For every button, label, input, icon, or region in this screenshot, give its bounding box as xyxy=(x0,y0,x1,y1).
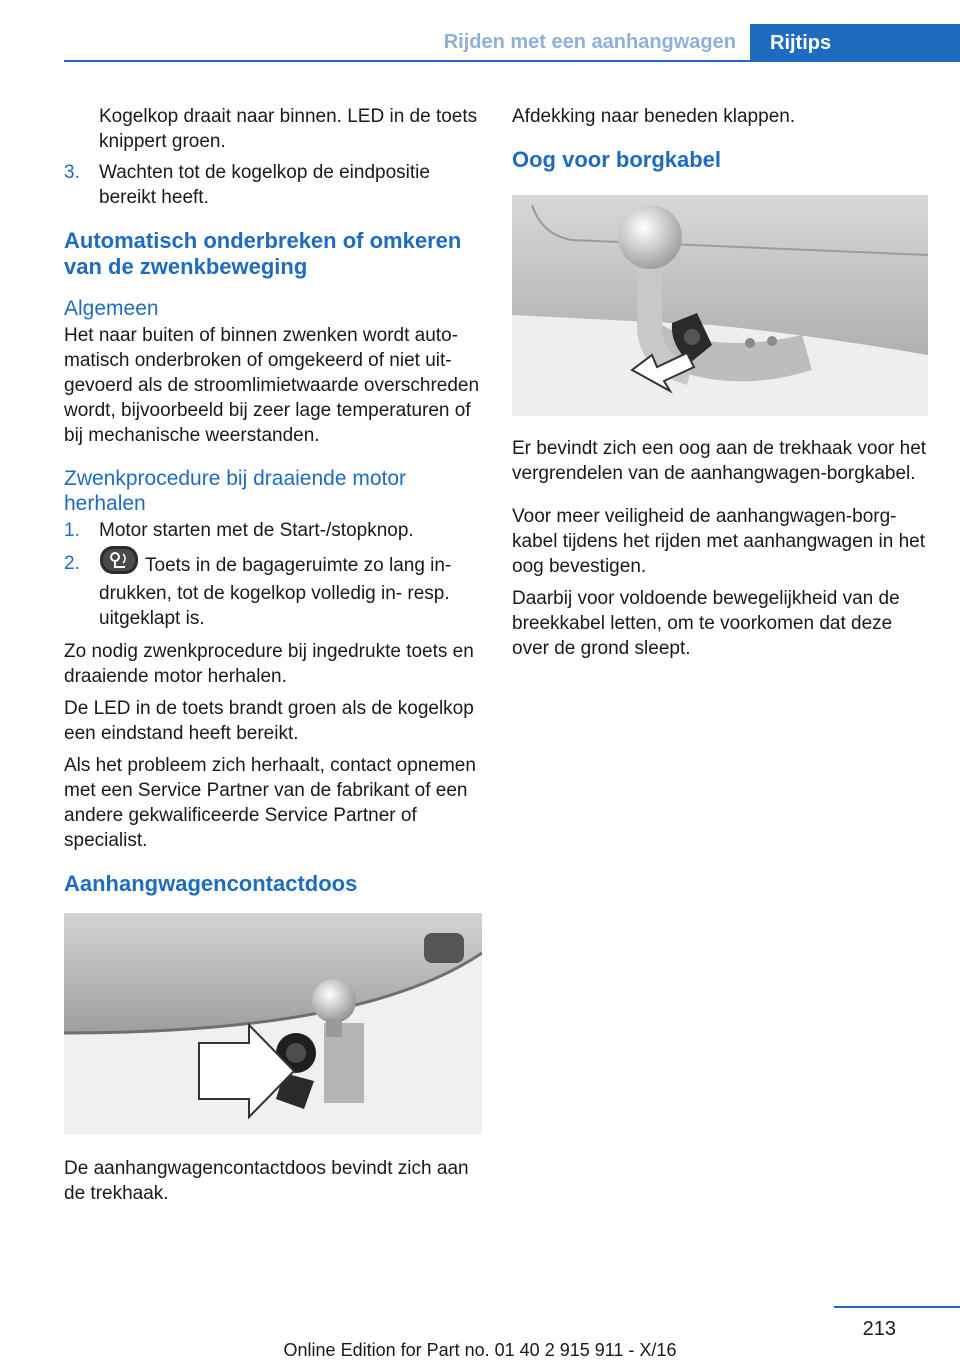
step-text: Motor starten met de Start-/stopknop. xyxy=(99,520,414,541)
left-column xyxy=(64,104,482,1213)
step-number: 2. xyxy=(64,553,80,574)
subheading-zwenkprocedure: Zwenkprocedure bij draaiende motor herhalen xyxy=(64,467,407,515)
figure-socket xyxy=(64,913,482,1134)
footer-rule xyxy=(834,1306,960,1308)
header-section-title: Rijden met een aanhangwagen xyxy=(443,31,736,53)
paragraph-oog-1: Er bevindt zich een oog aan de trekhaak voor het vergrendelen van de aanhangwagen-borgkabel. xyxy=(512,438,927,484)
paragraph-oog-3: Daarbij voor voldoende bewegelijkheid van de breekkabel letten, om te voorkomen dat deze over de grond sleept. xyxy=(512,588,900,659)
paragraph-service: Als het probleem zich herhaalt, contact opnemen met een Service Partner van de fabrikant of een andere gekwalificeerde Service Partner of specialist. xyxy=(64,755,476,851)
paragraph-repeat: Zo nodig zwenkprocedure bij ingedrukte toets en draaiende motor herhalen. xyxy=(64,641,474,687)
footer-edition: Online Edition for Part no. 01 40 2 915 911 - X/16 xyxy=(283,1340,677,1360)
zwenk-step-1 xyxy=(64,518,482,543)
header-chapter-tab: Rijtips xyxy=(750,24,960,62)
step-text: Kogelkop draait naar binnen. LED in de toets knippert groen. xyxy=(99,106,478,152)
heading-oog-borgkabel: Oog voor borgkabel xyxy=(512,147,722,172)
right-column xyxy=(512,104,928,668)
figure-safety-eye xyxy=(512,195,928,416)
heading-automatic-interrupt: Automatisch onderbreken of omkeren van de zwenkbeweging xyxy=(64,228,462,279)
trailer-hitch-button-icon xyxy=(99,545,139,575)
safety-eye-illustration xyxy=(512,195,928,416)
step-number: 3. xyxy=(64,162,80,183)
step-continuation xyxy=(64,104,482,154)
paragraph-afdekking: Afdekking naar beneden klappen. xyxy=(512,106,796,127)
step-3 xyxy=(64,160,482,210)
step-text: Wachten tot de kogelkop de eindpositie bereikt heeft. xyxy=(99,162,430,208)
zwenk-step-2 xyxy=(64,551,482,631)
paragraph-led: De LED in de toets brandt groen als de kogelkop een eindstand heeft bereikt. xyxy=(64,698,474,744)
page-header xyxy=(64,24,960,62)
heading-contactdoos: Aanhangwagencontactdoos xyxy=(64,871,358,896)
socket-illustration xyxy=(64,913,482,1134)
subheading-algemeen: Algemeen xyxy=(64,297,159,320)
paragraph-oog-2: Voor meer veiligheid de aanhangwagen-borgkabel tijdens het rijden met aanhangwagen in het oog bevestigen. xyxy=(512,506,926,577)
paragraph-algemeen: Het naar buiten of binnen zwenken wordt automatisch onderbroken of omgekeerd of niet uitgevoerd als de stroomlimietwaarde overschreden wordt, bijvoorbeeld bij zeer lage temperaturen of bij mechanische weerstanden. xyxy=(64,325,480,446)
step-number: 1. xyxy=(64,520,80,541)
paragraph-contactdoos: De aanhangwagencontactdoos bevindt zich aan de trekhaak. xyxy=(64,1158,469,1204)
step-text: Toets in de bagageruimte zo lang indrukken, tot de kogelkop volledig in- resp. uitgeklapt is. xyxy=(99,555,452,629)
page-number: 213 xyxy=(862,1318,896,1340)
